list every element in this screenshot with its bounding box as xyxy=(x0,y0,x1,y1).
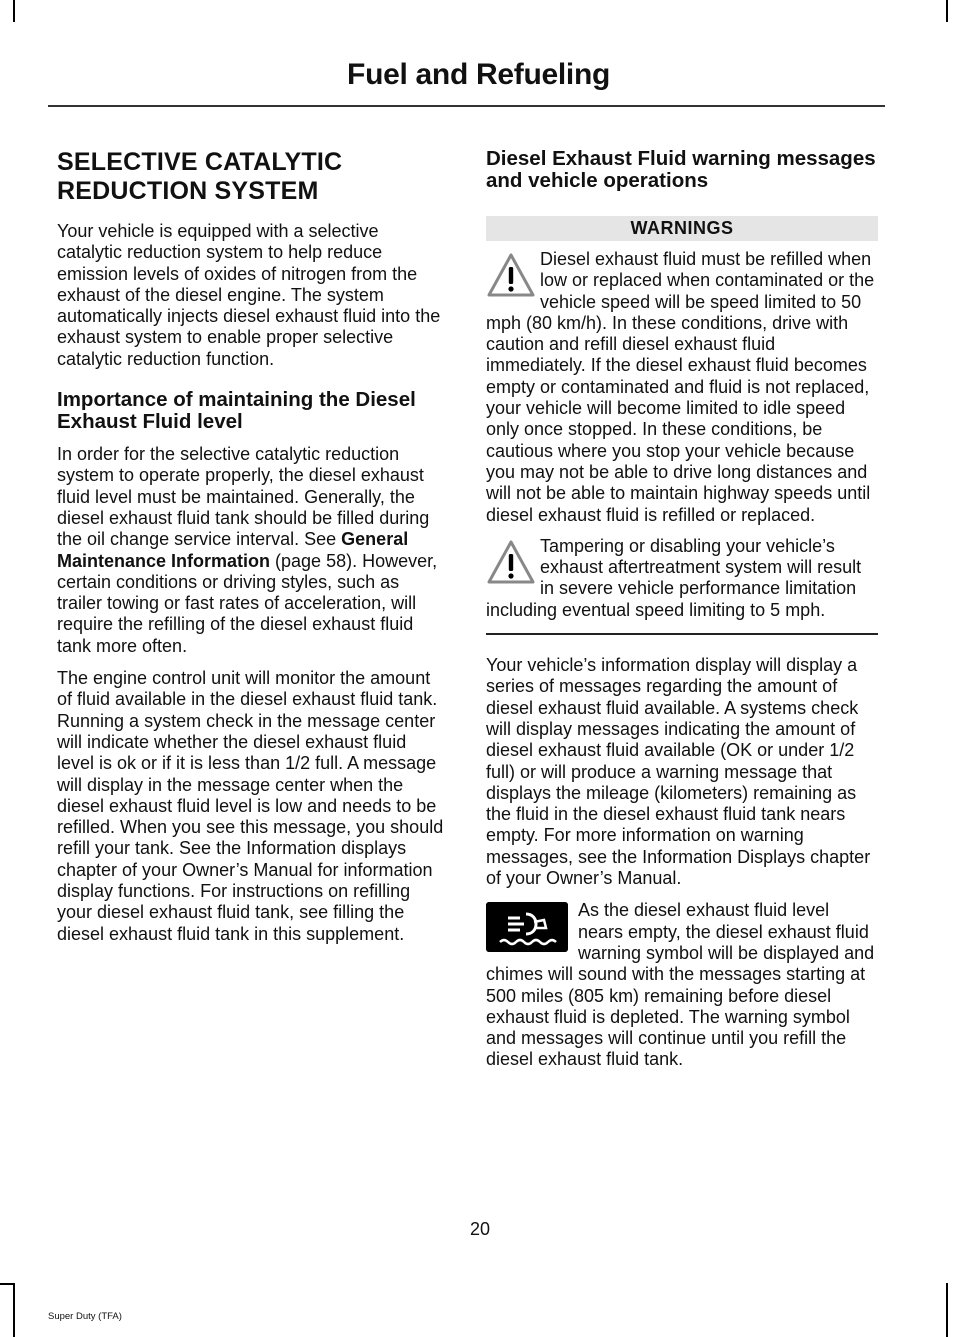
warning-text-tampering: Tampering or disabling your vehicle’s exhaust aftertreatment system will result in severe vehicle performance limitation including eventual speed limiting to 5 mph. xyxy=(486,535,862,620)
warning-triangle-icon xyxy=(486,251,536,301)
warnings-label: WARNINGS xyxy=(486,216,878,241)
maintenance-text-a: In order for the selective catalytic reduction system to operate properly, the diesel exhaust fluid level must be maintained. Generally, the diesel exhaust fluid tank should be filled during the oil change service interval. See xyxy=(57,444,430,550)
warning-item-tampering xyxy=(486,536,878,621)
section-heading-line1: SELECTIVE CATALYTIC xyxy=(57,148,343,176)
footer-model: Super Duty (TFA) xyxy=(48,1311,122,1322)
section-heading xyxy=(57,148,447,206)
monitor-paragraph: The engine control unit will monitor the amount of fluid available in the diesel exhaust fluid tank. Running a system check in the message center will indicate whether the diesel exhaust fluid level is ok or if it is less than 1/2 full. A message will display in the message center when the diesel exhaust fluid level is low and needs to be refilled. When you see this message, you should refill your tank. See the Information displays chapter of your Owner’s Manual for information display functions. For instructions on refilling your diesel exhaust fluid tank, see filling the diesel exhaust fluid tank in this supplement. xyxy=(57,668,444,944)
left-column xyxy=(57,148,447,956)
section-heading-line2: REDUCTION SYSTEM xyxy=(57,177,319,205)
warning-text-speed-limit: Diesel exhaust fluid must be refilled when low or replaced when contaminated or the vehicle speed will be speed limited to 50 mph (80 km/h). In these conditions, drive with caution and refill diesel exhaust fluid immediately. If the diesel exhaust fluid becomes empty or contaminated and fluid is not replaced, your vehicle will become limited to idle speed only once stopped. In these conditions, be cautious where you stop your vehicle because you may not be able to drive long distances and will not be able to maintain highway speeds until diesel exhaust fluid is refilled or replaced. xyxy=(486,249,875,525)
intro-paragraph: Your vehicle is equipped with a selective catalytic reduction system to help reduce emission levels of oxides of nitrogen from the exhaust of the diesel engine. The system automatically injects diesel exhaust fluid into the exhaust system to enable proper selective catalytic reduction function. xyxy=(57,221,441,369)
warning-item-speed-limit xyxy=(486,249,878,526)
right-column xyxy=(486,148,878,1071)
crop-mark-bottom-left-h xyxy=(0,1283,14,1285)
def-symbol-block xyxy=(486,900,878,1070)
page-section-title: Fuel and Refueling xyxy=(347,58,610,91)
warnings-end-divider xyxy=(486,633,878,635)
maintenance-paragraph xyxy=(57,444,447,657)
header-divider xyxy=(48,105,885,107)
crop-mark-top-right xyxy=(946,0,948,22)
info-display-paragraph: Your vehicle’s information display will display a series of messages regarding the amount of diesel exhaust fluid available. A systems check will display messages indicating the amount of diesel exhaust fluid available (OK or under 1/2 full) or will produce a warning message that displays the mileage (kilometers) remaining as the fluid in the diesel exhaust fluid tank nears empty. For more information on warning messages, see the Information Displays chapter of your Owner’s Manual. xyxy=(486,655,871,889)
maintenance-text-b: (page 58). However, certain conditions or driving styles, such as trailer towing or fast rates of acceleration, will require the refilling of the diesel exhaust fluid tank more often. xyxy=(57,550,438,656)
def-warning-heading: Diesel Exhaust Fluid warning messages and vehicle operations xyxy=(486,147,876,192)
crop-mark-bottom-left xyxy=(13,1283,15,1337)
crop-mark-bottom-right xyxy=(946,1283,948,1337)
crop-mark-top-left xyxy=(13,0,15,22)
def-symbol-paragraph: As the diesel exhaust fluid level nears empty, the diesel exhaust fluid warning symbol will be displayed and chimes will sound with the messages starting at 500 miles (805 km) remaining before diesel exhaust fluid is depleted. The warning symbol and messages will continue until you refill the diesel exhaust fluid tank. xyxy=(486,900,875,1070)
page-number: 20 xyxy=(469,1219,491,1239)
diesel-exhaust-fluid-icon xyxy=(486,902,568,952)
subheading-importance: Importance of maintaining the Diesel Exhaust Fluid level xyxy=(57,388,416,434)
general-maintenance-link[interactable]: General Maintenance Information xyxy=(57,529,409,571)
warning-triangle-icon xyxy=(486,538,536,588)
